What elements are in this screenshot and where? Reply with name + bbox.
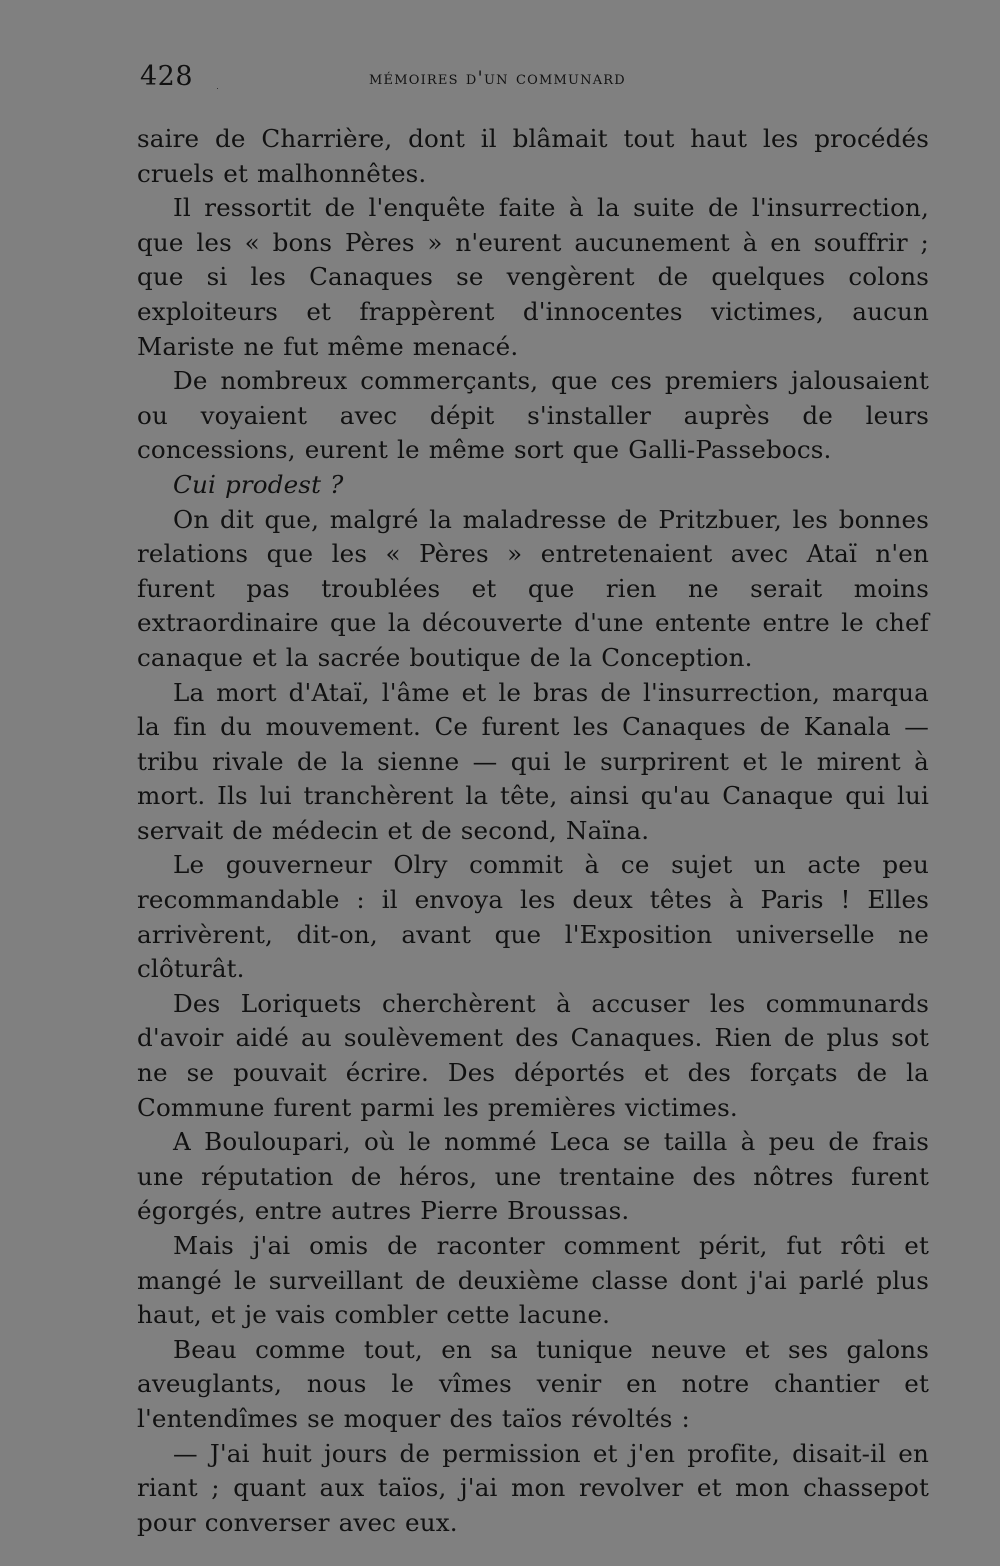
paragraph-commercants: De nombreux commerçants, que ces premiers jalousaient ou voyaient avec dépit s'installer auprès de leurs concessions, eurent le même sort que Galli-Passebocs. [137,366,929,465]
paragraph-cui-prodest: Cui prodest ? [173,469,344,499]
paragraph-gouverneur-olry: Le gouverneur Olry commit à ce sujet un acte peu recommandable : il envoya les deux têtes à Paris ! Elles arrivèrent, dit-on, avant que l'Exposition universelle ne clôturât. [137,850,929,984]
paragraph-loriquets: Des Loriquets cherchèrent à accuser les communards d'avoir aidé au soulèvement des Canaques. Rien de plus sot ne se pouvait écrire. Des déportés et des forçats de la Commune furent parmi les premières victimes. [137,988,929,1122]
paragraph-pritzbuer: On dit que, malgré la maladresse de Pritzbuer, les bonnes relations que les « Pères » entretenaient avec Ataï n'en furent pas troublées et que rien ne serait moins extraordinaire que la découverte d'une entente entre le chef canaque et la sacrée boutique de la Conception. [137,504,929,672]
paragraph-continuation: saire de Charrière, dont il blâmait tout haut les procédés cruels et malhonnêtes. [137,124,929,188]
paragraph-mort-atai: La mort d'Ataï, l'âme et le bras de l'insurrection, marqua la fin du mouvement. Ce furent les Canaques de Kanala — tribu rivale de la sienne — qui le surprirent et le mirent à mort. Ils lui tranchèrent la tête, ainsi qu'au Canaque qui lui servait de médecin et de second, Naïna. [137,677,929,845]
book-page [137,58,929,1537]
paragraph-surveillant: Mais j'ai omis de raconter comment périt, fut rôti et mangé le surveillant de deuxième classe dont j'ai parlé plus haut, et je vais combler cette lacune. [137,1231,929,1330]
paragraph-enquete: Il ressortit de l'enquête faite à la suite de l'insurrection, que les « bons Pères » n'eurent aucunement à en souffrir ; que si les Canaques se vengèrent de quelques colons exploiteurs et frappèrent d'innocentes victimes, aucun Mariste ne fut même menacé. [137,193,929,361]
running-title: mémoires d'un communard [369,67,626,89]
paragraph-dialogue: — J'ai huit jours de permission et j'en profite, disait-il en riant ; quant aux taïos, j'ai mon revolver et mon chassepot pour converser avec eux. [137,1438,929,1537]
paragraph-bouloupari: A Bouloupari, où le nommé Leca se tailla à peu de frais une réputation de héros, une trentaine des nôtres furent égorgés, entre autres Pierre Broussas. [137,1127,929,1226]
page-number: 428 [140,61,194,92]
body-text [137,122,929,1540]
paragraph-beau-comme-tout: Beau comme tout, en sa tunique neuve et ses galons aveuglants, nous le vîmes venir en notre chantier et l'entendîmes se moquer des taïos révoltés : [137,1334,929,1433]
running-header [137,58,929,98]
